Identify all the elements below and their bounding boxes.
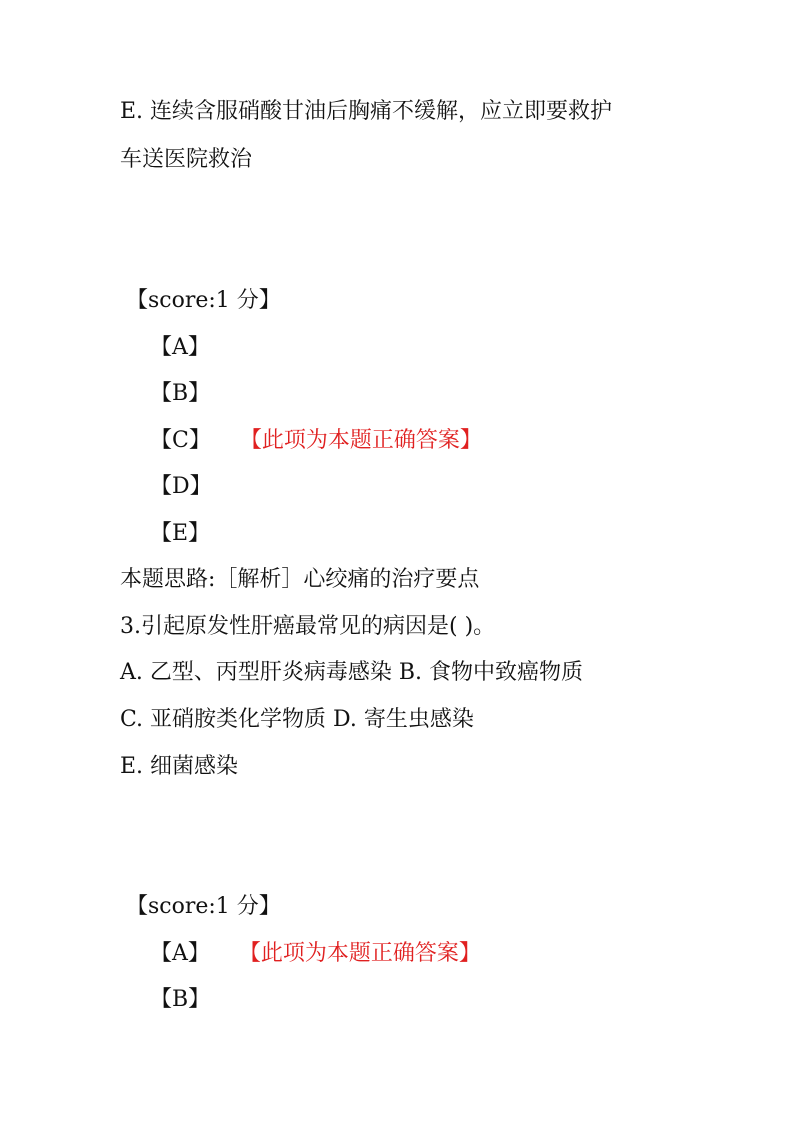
prev-option-c-label: 【C】 <box>150 428 211 453</box>
question-3-option-e: E. 细菌感染 <box>120 754 239 779</box>
prev-option-a[interactable]: 【A】 <box>150 335 210 360</box>
question-3-options-ab: A. 乙型、丙型肝炎病毒感染 B. 食物中致癌物质 <box>120 660 584 685</box>
q3-score: 【score:1 分】 <box>126 894 281 919</box>
question-3-stem: 3.引起原发性肝癌最常见的病因是( )。 <box>120 614 496 639</box>
prev-option-b[interactable]: 【B】 <box>150 381 211 406</box>
prev-option-d[interactable]: 【D】 <box>150 474 212 499</box>
q3-option-a[interactable] <box>150 939 481 969</box>
q3-correct-answer-marker: 【此项为本题正确答案】 <box>249 941 481 966</box>
q3-option-a-label: 【A】 <box>150 941 210 966</box>
prev-option-e-line2: 车送医院救治 <box>120 147 253 172</box>
prev-option-e-line1: E. 连续含服硝酸甘油后胸痛不缓解，应立即要救护 <box>120 99 613 124</box>
q3-option-b[interactable]: 【B】 <box>150 987 211 1012</box>
prev-option-e[interactable]: 【E】 <box>150 521 211 546</box>
prev-option-c[interactable] <box>150 426 482 456</box>
prev-explanation: 本题思路:［解析］心绞痛的治疗要点 <box>120 567 480 592</box>
question-3-options-cd: C. 亚硝胺类化学物质 D. 寄生虫感染 <box>120 707 474 732</box>
correct-answer-marker: 【此项为本题正确答案】 <box>250 428 482 453</box>
prev-score: 【score:1 分】 <box>126 288 281 313</box>
